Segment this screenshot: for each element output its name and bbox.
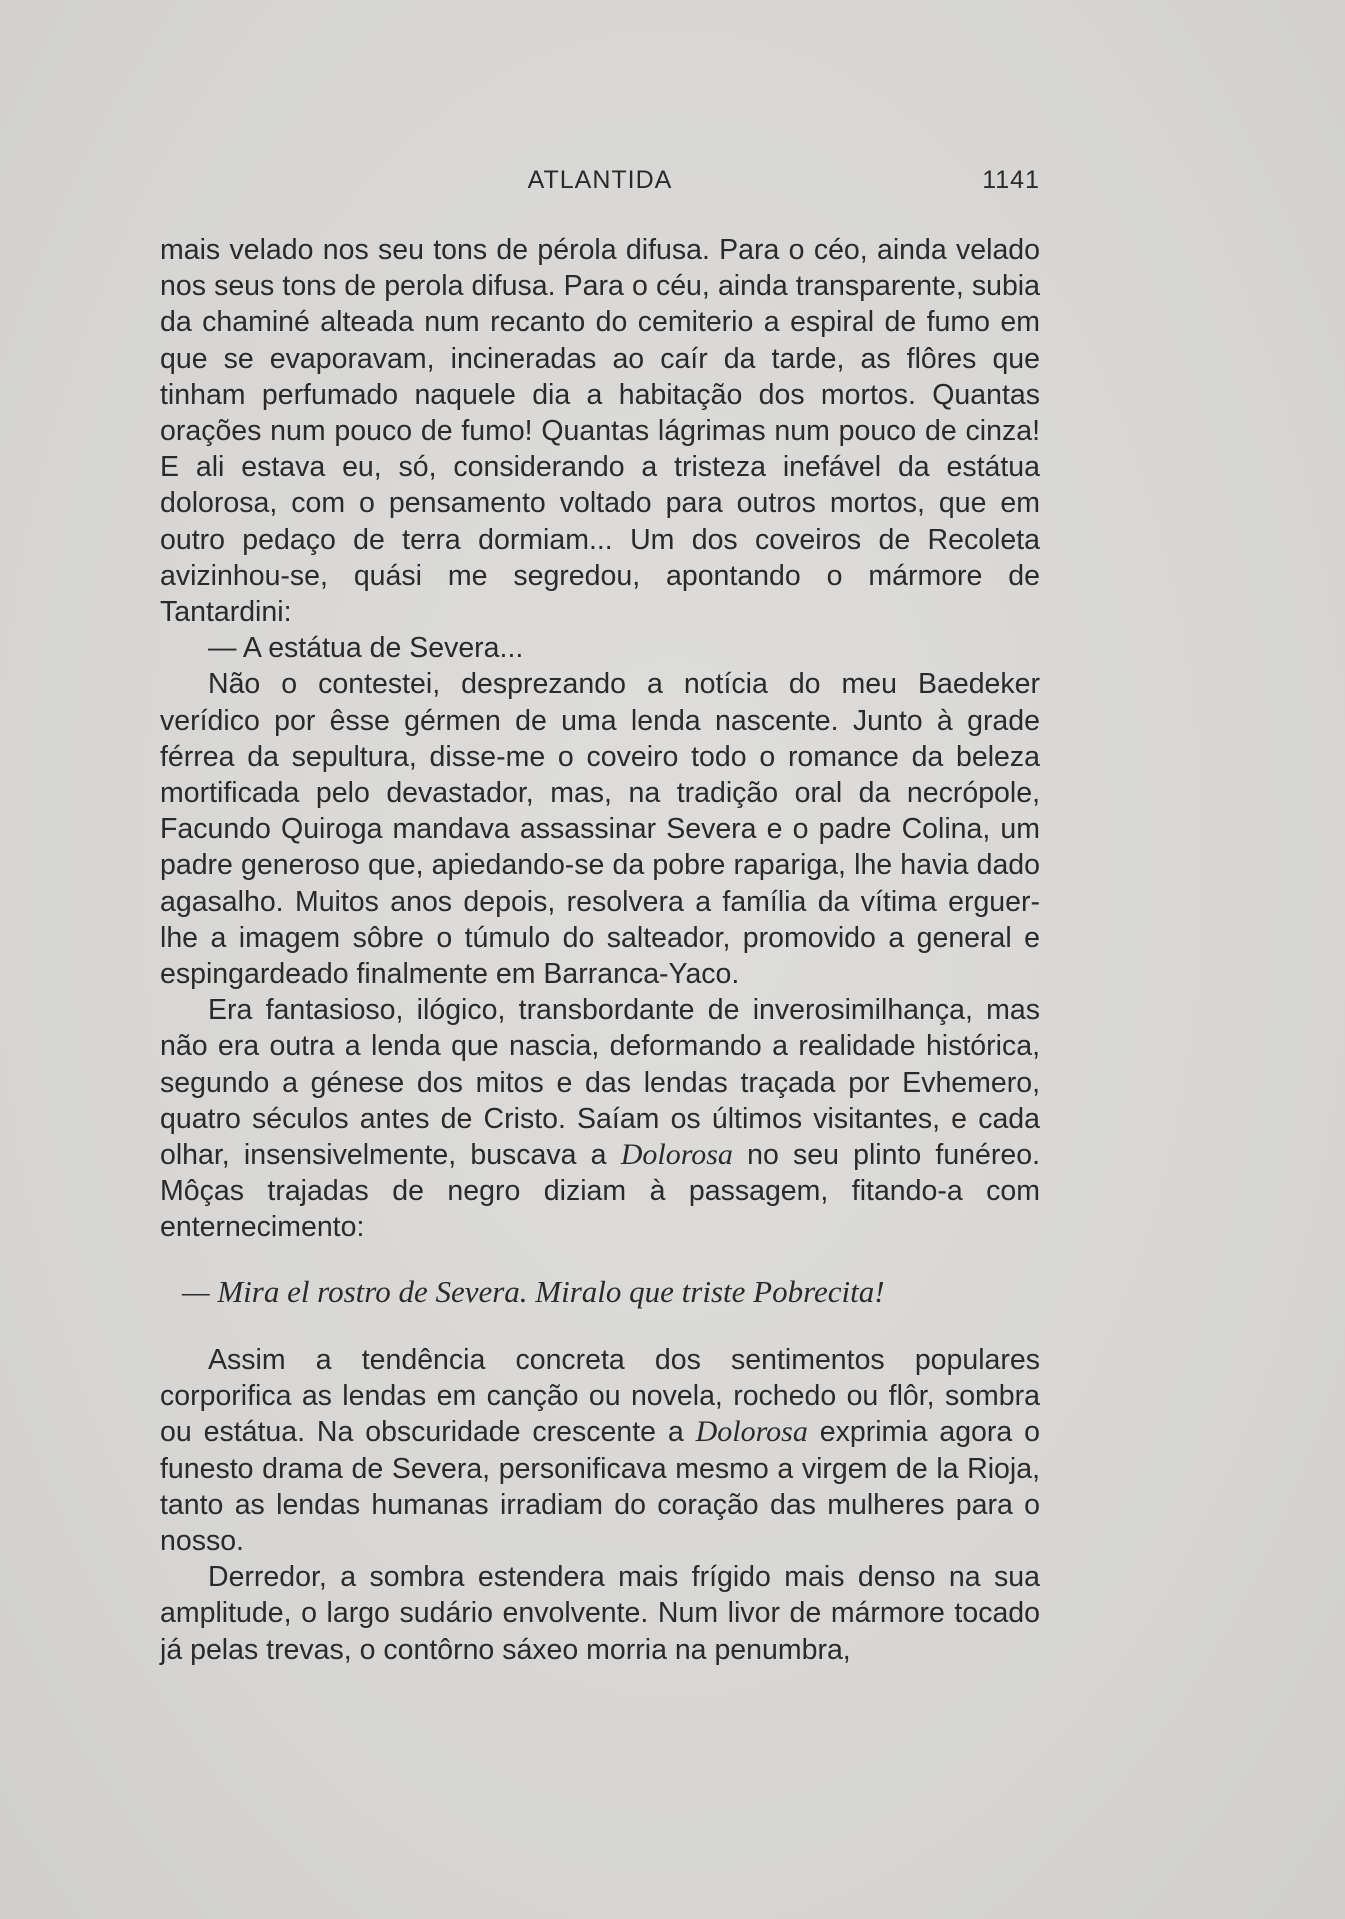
paragraph-3: Não o contestei, desprezando a notícia do meu Baedeker verídico por êsse gérmen de uma lenda nascente. Junto à grade férrea da sepultura, disse-me o coveiro todo o romance da beleza mortificada pelo devastador, mas, na tradição oral da necrópole, Facundo Quiroga mandava assassinar Severa e o padre Colina, um padre generoso que, apiedando-se da pobre rapariga, lhe havia dado agasalho. Muitos anos depois, resolvera a família da vítima erguer-lhe a imagem sôbre o túmulo do salteador, promovido a general e espingardeado finalmente em Barranca-Yaco. <box>160 668 1040 991</box>
quoted-line: — Mira el rostro de Severa. Miralo que triste Pobrecita! <box>182 1273 885 1309</box>
paragraph-5-emphasis: Dolorosa <box>695 1415 808 1449</box>
body-text <box>160 232 1040 1668</box>
paragraph-6: Derredor, a sombra estendera mais frígido mais denso na sua amplitude, o largo sudário envolvente. Num livor de mármore tocado já pelas trevas, o contôrno sáxeo morria na penumbra, <box>160 1561 1040 1666</box>
paragraph-5 <box>160 1342 1040 1559</box>
paragraph-1: mais velado nos seu tons de pérola difusa. Para o céo, ainda velado nos seus tons de perola difusa. Para o céu, ainda transparente, subia da chaminé alteada num recanto do cemiterio a espiral de fumo em que se evaporavam, incineradas ao caír da tarde, as flôres que tinham perfumado naquele dia a habitação dos mortos. Quantas orações num pouco de fumo! Quantas lágrimas num pouco de cinza! E ali estava eu, só, considerando a tristeza inefável da estátua dolorosa, com o pensamento voltado para outros mortos, que em outro pedaço de terra dormiam... Um dos coveiros de Recoleta avizinhou-se, quási me segredou, apontando o mármore de Tantardini: <box>160 234 1040 629</box>
running-title: ATLANTIDA <box>527 166 673 194</box>
page-number: 1141 <box>982 166 1040 194</box>
paragraph-4-text-b: no seu plinto funéreo. Môças trajadas de negro diziam à passagem, fitando-a com enternecimento: <box>160 1139 1040 1244</box>
paragraph-4-text-a: Era fantasioso, ilógico, transbordante de inverosimilhança, mas não era outra a lenda que nascia, deformando a realidade histórica, segundo a génese dos mitos e das lendas traçada por Evhemero, quatro séculos antes de Cristo. Saíam os últimos visitantes, e cada olhar, insensivelmente, buscava a <box>160 994 1040 1172</box>
running-head <box>160 166 1040 206</box>
dialogue-line: — A estátua de Severa... <box>208 632 524 665</box>
paragraph-5-text-b: exprimia agora o funesto drama de Severa, personificava mesmo a virgem de la Rioja, tanto as lendas humanas irradiam do coração das mulheres para o nosso. <box>160 1416 1040 1557</box>
paragraph-4 <box>160 992 1040 1245</box>
paragraph-4-emphasis: Dolorosa <box>620 1138 733 1172</box>
paragraph-5-text-a: Assim a tendência concreta dos sentimentos populares corporifica as lendas em canção ou novela, rochedo ou flôr, sombra ou estátua. Na obscuridade crescente a <box>160 1343 1040 1449</box>
